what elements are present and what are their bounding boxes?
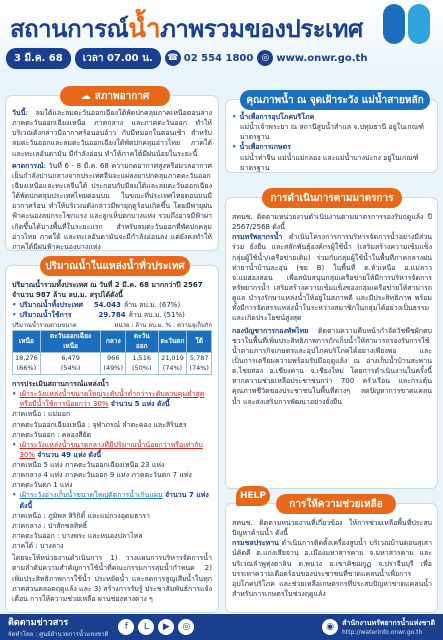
weather-forecast: คาดการณ์: วันที่ 6 - 8 มี.ค. 68 ความกดอากาศสูงหรือมวลอากาศเย็นกำลังปานกลางจากประเทศจีนจะแผ่ลงมาปกคลุมภาคตะวันออกเฉียงเหนือและทะเลจีนใต้ ประกอบกับมีลมใต้และลมตะวันออกเฉียงใต้พัดปกคลุมประเทศไทยตอนบน ในขณะที่ประเทศไทยตอนบนมีอากาศร้อน ทำให้บริเวณดังกล่าวมีพายุฤดูร้อนเกิดขึ้น โดยมีพายุฝนฟ้าคะนองลมกระโชกแรง และลูกเห็บตกบางแห่ง รวมถึงอาจมีฟ้าผ่าเกิดขึ้นได้บางพื้นที่ในระยะแรก สำหรับลมตะวันออกที่พัดปกคลุมอ่าวไทย ภาคใต้ และทะเลอันดามันจะมีกำลังอ่อนลง แต่ยังคงทำให้ภาคใต้มีฝนฟ้าคะนองบางแห่ง [12,161,212,250]
phone-icon: ☎ [165,50,181,66]
help-badge: HELP [236,486,270,506]
table-unit: หน่วย : ล้าน ลบ.ม. % : ความจุเก็บกัก [114,321,212,329]
table-header-cell: ตะวันออก [126,331,158,353]
info-bar [6,48,367,68]
title-prefix: สถานการณ์ [10,15,129,43]
web-icon[interactable]: ◎ [178,619,194,635]
facebook-icon[interactable]: f [118,619,134,635]
footer-right [322,618,435,636]
weather-panel [6,96,218,250]
footer-subtitle: จัดทำโดย : ศูนย์อำนวยการน้ำแห่งชาติ [8,631,109,638]
table-cell: 966 (49%) [101,353,126,375]
youtube-icon[interactable]: ▶ [158,619,174,635]
table-cell: 21,019 (74%) [158,353,187,375]
water-closing: โดยจะให้หน่วยงานดำเนินการ 1) วางแผนการบริหารจัดการน้ำตามลำดับความสำคัญการใช้น้ำที่คณะกรรมการลุ่มน้ำกำหนด 2) เพิ่มประสิทธิภาพการใช้น้ำ ประหยัดน้ำ และลดการสูญเสียน้ำในทุกภาคส่วนตลอดฤดูแล้ง และ 3) สร้างการรับรู้ ประชาสัมพันธ์การแจ้งเตือน การให้ความช่วยเหลือ ผ่านช่องทางต่าง ๆ [12,554,212,603]
watch-item1-text: แม่น้ำเจ้าพระยา ณ สถานีสูบน้ำสำแล จ.ปทุมธานี อยู่ในเกณฑ์มาตรฐาน [240,123,424,142]
help-heading: การให้ความช่วยเหลือ [276,494,396,514]
operations-panel [226,198,437,488]
table-cell: 1,516 (50%) [126,353,158,375]
weather-today: วันนี้: ลมใต้และลมตะวันออกเฉียงใต้พัดปกคลุมภาคเหนือตอนล่าง ภาคตะวันออกเฉียงเหนือ ภาคกลาง และภาคตะวันออก ทำให้บริเวณดังกล่าวมีอากาศร้อนอบอ้าว กับมีหมอกในตอนเช้า สำหรับลมตะวันออกและลมตะวันออกเฉียงใต้พัดปกคลุมอ่าวไทย ภาคใต้ และทะเลอันดามัน มีกำลังอ่อน ทำให้ภาคใต้มีฝนน้อยในระยะนี้ [12,109,212,158]
date-badge: 3 มี.ค. 68 [6,48,71,69]
table-header-cell: ใต้ [187,331,212,353]
watch-item-consumption: • น้ำเพื่อการอุปโภคบริโภค [232,113,315,121]
title-highlight: น้ำ [128,14,161,44]
alert3-central: ภาคกลาง : ป่าสักชลสิทธิ์ [12,521,87,530]
alert3-south: ภาคใต้ : บางลาง [12,542,64,551]
social-icons [118,619,194,635]
water-volume-panel [6,266,218,612]
table-header-cell: ตะวันตก [158,331,187,353]
weather-heading: ☁ สภาพอากาศ [60,86,170,106]
footer [0,614,443,640]
water-table [12,330,212,375]
total-water-row: • ปริมาณน้ำทั้งประเทศ 54.043 ล้าน ลบ.ม. (67%) [12,301,181,310]
alert2-line: ภาคตะวันตก 1 แห่ง [12,481,73,490]
table-cell: 5,787 (74%) [187,353,212,375]
operations-intro: สทนช. ติดตามหน่วยงานดำเนินงานตามมาตรการรองรับฤดูแล้ง ปี 2567/2568 ดังนี้ [232,213,432,232]
footer-left [8,615,108,639]
usable-water-row: • ปริมาณน้ำใช้การ 29.784 ล้าน ลบ.ม. (51%) [12,311,185,320]
watch-heading: คุณภาพน้ำ ณ จุดเฝ้าระวัง แม่น้ำสายหลัก [240,90,430,110]
website-info[interactable] [257,50,367,66]
alert1-northeast: ภาคตะวันออกเฉียงเหนือ : จุฬาภรณ์ ลำตะคอง และสิรินธร [12,420,187,429]
table-caption: ปริมาณน้ำรวมตามขนาด [12,321,77,329]
watch-panel [226,100,437,172]
table-header-cell: ตะวันออกเฉียงเหนือ [40,331,101,353]
page-title [10,8,363,49]
operations-military: กองบัญชาการกองทัพไทย ติดตามความคืบหน้ากำจัดวัชพืชผักตบชวาในพื้นที่เพิ่มประสิทธิภาพการกักเก็บน้ำให้สามารถรองรับการใช้น้ำตามภารกิจเกษตรและอุปโภคบริโภคได้อย่างเพียงพอ และเป็นการเตรียมความพร้อมรับมือฤดูแล้ง ณ อ่างเก็บน้ำบ้านสะพาน ต.ไชยสอง อ.เชียงคาน จ.เชียงใหม่ โดยการดำเนินงานในครั้งนี้หากความช่วยเหลือประชาชนกว่า 700 ครัวเรือน และกระตุ้นคุณภาพชีวิตของประชาชนในพื้นที่ต่างๆ ลดปัญหาการขาดแคลนน้ำ และส่งเสริมการพัฒนาอย่างยั่งยืน [232,326,432,406]
water-intro: ปริมาณน้ำรวมทั้งประเทศ ณ วันที่ 2 มี.ค. 68 มากกว่าปี 2567 จำนวน 987 ล้าน ลบ.ม. สรุปได้ดังนี้ [12,281,203,300]
watch-item2-text: แม่น้ำท่าจีน แม่น้ำแม่กลอง และแม่น้ำบางปะกง อยู่ในเกณฑ์มาตรฐาน [240,153,419,172]
line-icon[interactable]: L [138,619,154,635]
alert3-north: ภาคเหนือ : ภูมิพล สิริกิติ์ และแม่กวงอุดมธารา [12,511,150,520]
help-panel [226,504,437,612]
alert1-north: ภาคเหนือ : แม่มอก [12,410,71,419]
alert2-line: ภาคกลาง 4 แห่ง ภาคตะวันออก 9 แห่ง ภาคตะวันตก 7 แห่ง [12,471,192,480]
phone-info [165,50,254,66]
alert1-east: ภาคตะวันออก : คลองสียัด [12,430,92,439]
table-header-cell: กลาง [101,331,126,353]
table-cell: 6,479 (54%) [40,353,101,375]
cloud-icon: ☁ [80,90,91,102]
footer-title: ติดตามข่าวสาร [8,618,69,628]
watch-item-agriculture: • น้ำเพื่อการเกษตร [232,143,291,152]
table-cell: 18,276 (66%) [13,353,41,375]
phone-number: 02 554 1800 [183,52,254,64]
help-intro: สทนช. ติดตามหน่วยงานที่เกี่ยวข้อง ให้การช่วยเหลือพื้นที่ประสบปัญหาด้านน้ำ ดังนี้ [232,519,432,538]
operations-heading: การดำเนินการตามมาตรการ [262,188,402,208]
alert3-east: ภาคตะวันออก : บางพระ และหนองปลาไหล [12,532,143,541]
alert-1: • เฝ้าระวังแหล่งน้ำขนาดใหญ่ระดับน้ำต่ำกว่าระดับควบคุมต่ำสุดหรือมีน้ำใช้การน้อยกว่า 30% จำนวน 5 แห่ง ดังนี้ [12,390,205,409]
table-header-cell: เหนือ [13,331,41,353]
water-volume-heading: ปริมาณน้ำในแหล่งน้ำทั่วประเทศ [40,256,190,276]
operations-dwr: กรมทรัพยากรน้ำ ดำเนินโครงการการบริหารจัดการน้ำอย่างมีส่วนร่วม ยั่งยืน และสลักพันธุ์องค์กรผู้ใช้น้ำ (เสริมสร้างความเข้มแข็งกลุ่มผู้ใช้น้ำ/เครือข่ายเดิม) ร่วมกับกลุ่มผู้ใช้น้ำในพื้นที่ภาคกลางฝนท่ายาน้ำบ้านละอุ่น (ชย B) ในพื้นที่ ต.หัวเหนือ อ.แม่ลาว จ.แม่ฮ่องสอน เพื่อสนับสนุนกลุ่มเครือข่ายให้มีการบริหารจัดการทรัพยากรน้ำ เสริมสร้างความเข้มแข็งของกลุ่มเครือข่ายให้สามารถดูแล บำรุงรักษาแหล่งน้ำให้อยู่ในสภาพดี และมีประสิทธิภาพ พร้อมทั้งมีการจัดสรรแหล่งน้ำในระหว่างสมาชิกในกลุ่มได้อย่างเป็นธรรมและเกิดประโยชน์สูงสุด [232,233,432,323]
onwr-logo-icon: ◉ [322,619,338,635]
footer-url[interactable]: http://waterinfo.onwr.go.th [342,629,423,636]
alert2-line: ภาคเหนือ 5 แห่ง ภาคตะวันออกเฉียงเหนือ 23 แห่ง [12,461,165,470]
onwr-logo [383,4,433,46]
header [0,0,443,72]
alert-heading: การประเมินสถานการณ์แหล่งน้ำ [12,379,109,388]
alert-3: • เฝ้าระวังอ่างเก็บน้ำขนาดใหญ่ตัดการน้ำเกินแผน จำนวน 7 แห่ง ดังนี้ [12,491,209,510]
alert-2: • เฝ้าระวังแหล่งน้ำขนาดกลางที่มีปริมาณน้ำน้อยกว่าหรือเท่ากับ 30% จำนวน 49 แห่ง ดังนี้ [12,440,203,459]
title-suffix: ภาพรวมของประเทศ [160,15,363,43]
website-link[interactable]: www.onwr.go.th [276,52,368,64]
globe-icon: ◎ [257,50,273,66]
footer-org: สำนักงานทรัพยากรน้ำแห่งชาติ [342,619,435,627]
help-rid: กรมชลประทาน ดำเนินการติดตั้งเครื่องสูบน้ำ บริเวณบ้านดอนสุเสาน์คิตคี ต.แก่งเสียจาน อ.เมืองมหาสารคาม จ.มหาสารคาม และบริเวณลำพูทุ่งตาลิน ต.พนวง อ.เขาคิชฌกูฏ จ.ปราจีนบุรี เพื่อบรรเทาความเดือดร้อนของประชาชนที่ขาดแคลนน้ำเพื่อการอุปโภคบริโภค และช่วยเหลือเกษตรกรที่ประสบปัญหาขาดแคลนน้ำสำหรับการเกษตรในช่วงฤดูแล้ง [232,539,432,598]
time-badge: เวลา 07.00 น. [75,48,161,69]
